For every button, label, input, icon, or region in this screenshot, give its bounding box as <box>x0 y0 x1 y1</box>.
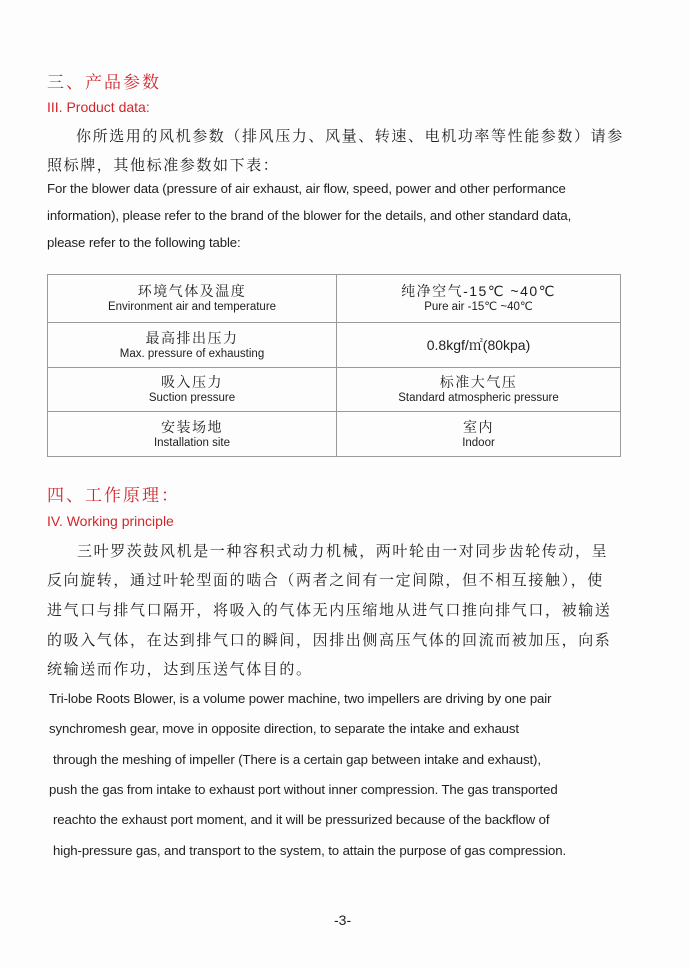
value-cn: 标准大气压 <box>439 374 518 390</box>
section-4-para-cn-line: 反向旋转，通过叶轮型面的啮合（两者之间有一定间隙，但不相互接触），使 <box>47 572 604 589</box>
section-3-para-cn-line: 照标牌，其他标准参数如下表： <box>47 157 280 174</box>
label-en: Suction pressure <box>148 392 236 404</box>
value-en: Pure air -15℃ ~40℃ <box>424 301 533 313</box>
parameter-value-cell <box>337 323 621 368</box>
section-3-title-en: III. Product data: <box>47 99 150 115</box>
section-3-para-cn-line: 你所选用的风机参数（排风压力、风量、转速、电机功率等性能参数）请参 <box>76 128 624 145</box>
section-3-para-en-line: please refer to the following table: <box>47 235 241 250</box>
parameter-label-cell <box>48 323 337 368</box>
section-4-para-en-line: push the gas from intake to exhaust port without inner compression. The gas transported <box>49 782 558 797</box>
parameter-value-cell <box>337 275 621 323</box>
parameter-value-cell <box>337 368 621 412</box>
section-4-para-cn-line: 的吸入气体，在达到排气口的瞬间，因排出侧高压气体的回流而被加压，向系 <box>47 632 612 649</box>
value-en: Indoor <box>462 436 495 449</box>
parameter-label-cell <box>48 275 337 323</box>
section-3-para-en-line: For the blower data (pressure of air exhaust, air flow, speed, power and other performance <box>47 181 566 196</box>
section-4-para-cn-line: 进气口与排气口隔开，将吸入的气体无内压缩地从进气口推向排气口，被输送 <box>47 602 612 619</box>
label-cn: 吸入压力 <box>161 374 223 390</box>
section-4-para-en-line: synchromesh gear, move in opposite direction, to separate the intake and exhaust <box>49 721 519 736</box>
value-cn: 室内 <box>463 418 494 435</box>
parameter-label-cell <box>48 368 337 412</box>
label-cn: 环境气体及温度 <box>137 283 247 299</box>
table-row <box>48 412 621 457</box>
section-4-para-en-line: Tri-lobe Roots Blower, is a volume power machine, two impellers are driving by one pair <box>49 691 552 706</box>
section-4-para-cn-line: 三叶罗茨鼓风机是一种容积式动力机械，两叶轮由一对同步齿轮传动，呈 <box>77 543 609 560</box>
label-cn: 最高排出压力 <box>145 329 239 346</box>
label-en: Environment air and temperature <box>107 301 277 313</box>
section-4-para-en-line: high-pressure gas, and transport to the system, to attain the purpose of gas compression. <box>53 843 567 858</box>
value-cn: 0.8kgf/㎡(80kpa) <box>426 337 531 353</box>
parameter-label-cell <box>48 412 337 457</box>
section-4-title-cn: 四、工作原理： <box>47 486 180 505</box>
section-4-para-en-line: reachto the exhaust port moment, and it will be pressurized because of the backflow of <box>53 812 550 827</box>
label-cn: 安装场地 <box>161 418 223 435</box>
value-cn: 纯净空气-15℃ ~40℃ <box>401 283 556 299</box>
page-number: -3- <box>334 912 352 928</box>
standard-parameters-table <box>47 274 621 457</box>
label-en: Installation site <box>153 436 231 449</box>
section-4-para-en-line: through the meshing of impeller (There is a certain gap between intake and exhaust), <box>53 752 541 767</box>
section-3-title-cn: 三、产品参数 <box>47 73 161 92</box>
table-row <box>48 368 621 412</box>
section-4-title-en: IV. Working principle <box>47 513 174 529</box>
value-en: Standard atmospheric pressure <box>398 392 559 404</box>
table-row <box>48 275 621 323</box>
table-row <box>48 323 621 368</box>
label-en: Max. pressure of exhausting <box>119 347 265 360</box>
section-3-para-en-line: information), please refer to the brand of the blower for the details, and other standard data, <box>47 208 572 223</box>
parameter-value-cell <box>337 412 621 457</box>
section-4-para-cn-line: 统输送而作功，达到压送气体目的。 <box>47 661 313 678</box>
